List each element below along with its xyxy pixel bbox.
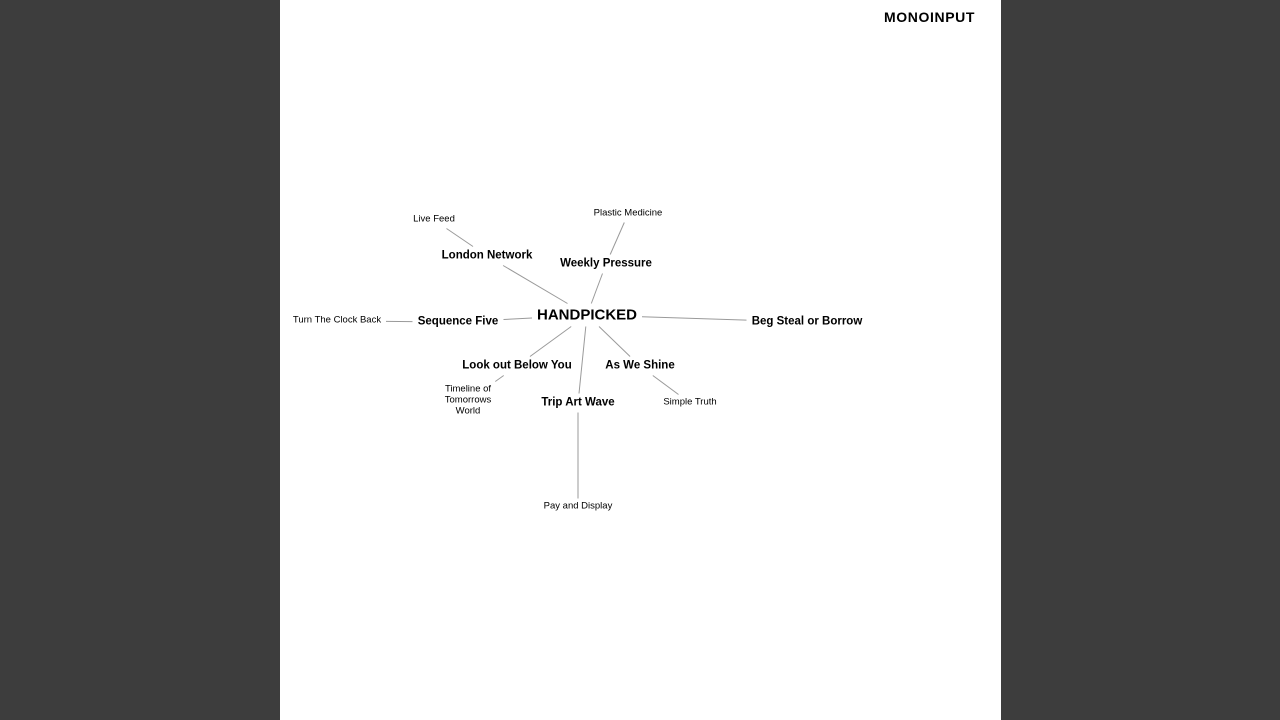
node-simple-truth[interactable]: Simple Truth [663, 396, 717, 408]
edge-look-out-below-to-timeline-tomorrow [495, 376, 503, 382]
node-london-network[interactable]: London Network [441, 249, 533, 262]
node-handpicked[interactable]: HANDPICKED [536, 306, 638, 324]
edge-london-network-to-live-feed [447, 229, 474, 247]
node-timeline-tomorrow[interactable]: Timeline of Tomorrows World [444, 383, 492, 417]
node-sequence-five[interactable]: Sequence Five [417, 315, 499, 328]
node-as-we-shine[interactable]: As We Shine [605, 359, 675, 372]
node-look-out-below[interactable]: Look out Below You [462, 359, 572, 372]
edge-handpicked-to-weekly-pressure [591, 274, 602, 304]
node-plastic-medicine[interactable]: Plastic Medicine [593, 207, 663, 219]
edge-handpicked-to-beg-steal-borrow [642, 317, 747, 320]
brand-wordmark: MONOINPUT [884, 9, 975, 25]
edge-handpicked-to-as-we-shine [599, 327, 630, 357]
node-trip-art-wave[interactable]: Trip Art Wave [541, 396, 615, 409]
node-weekly-pressure[interactable]: Weekly Pressure [560, 257, 652, 270]
node-turn-clock-back[interactable]: Turn The Clock Back [292, 314, 382, 326]
edge-handpicked-to-trip-art-wave [579, 327, 586, 394]
edge-handpicked-to-london-network [503, 266, 567, 304]
edge-weekly-pressure-to-plastic-medicine [610, 223, 624, 255]
node-pay-and-display[interactable]: Pay and Display [543, 500, 613, 512]
node-live-feed[interactable]: Live Feed [413, 213, 455, 225]
node-beg-steal-borrow[interactable]: Beg Steal or Borrow [751, 315, 863, 328]
edge-handpicked-to-look-out-below [530, 327, 571, 357]
edge-handpicked-to-sequence-five [504, 318, 533, 320]
document-page [280, 0, 1001, 720]
edge-as-we-shine-to-simple-truth [653, 376, 679, 395]
